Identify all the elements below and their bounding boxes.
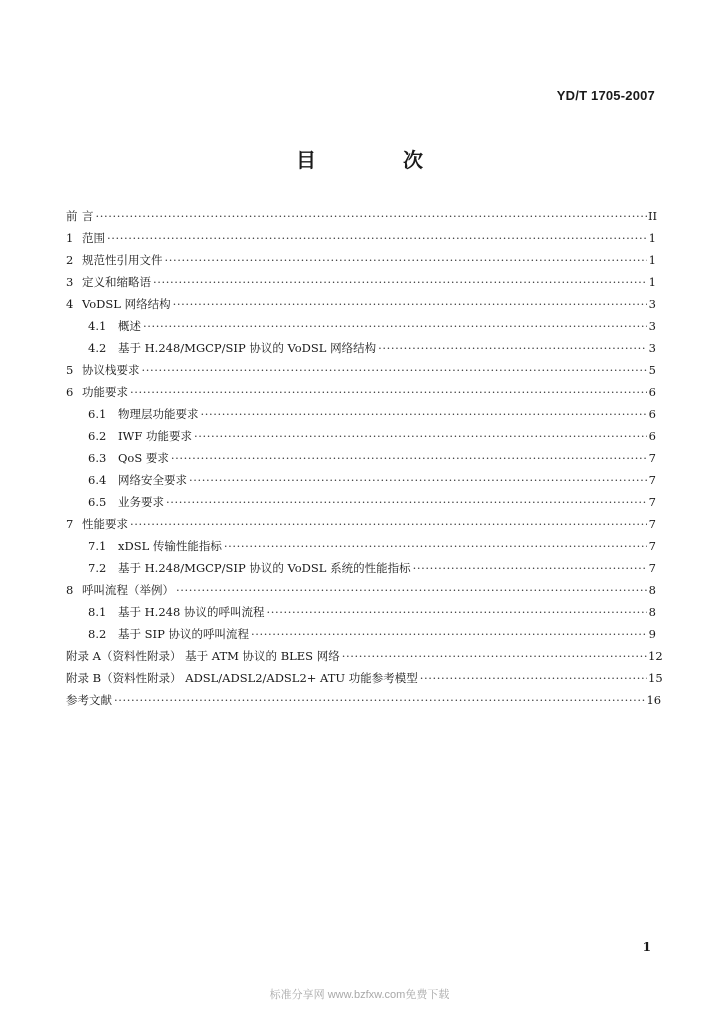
dot-leader [165, 249, 648, 271]
toc-entry-label: 基于 H.248/MGCP/SIP 协议的 VoDSL 网络结构 [118, 341, 377, 355]
dot-leader [166, 491, 647, 513]
dot-leader [413, 557, 647, 579]
toc-entry-label: 参考文献 [66, 693, 112, 707]
toc-entry-page: 7 [648, 561, 656, 575]
toc-entry[interactable] [66, 623, 656, 645]
toc-entry-label: 呼叫流程（举例） [82, 583, 174, 597]
dot-leader [153, 271, 647, 293]
toc-entry-number: 2 [66, 253, 74, 267]
toc-entry-number: 8.1 [88, 605, 107, 619]
table-of-contents [66, 205, 663, 711]
toc-entry-page: 7 [648, 473, 656, 487]
watermark: 标准分享网 www.bzfxw.com免费下载 [269, 989, 450, 1001]
toc-entry-number: 前 [66, 209, 78, 223]
dot-leader [189, 469, 647, 491]
toc-entry[interactable] [66, 469, 656, 491]
dot-leader [143, 315, 647, 337]
toc-entry-page: 7 [648, 539, 656, 553]
dot-leader [201, 403, 648, 425]
toc-entry-number: 4.1 [88, 319, 107, 333]
toc-entry-number: 6.2 [88, 429, 107, 443]
toc-entry-label: 定义和缩略语 [82, 275, 151, 289]
toc-entry-label: 物理层功能要求 [118, 407, 199, 421]
toc-entry-page: 6 [648, 429, 656, 443]
toc-entry[interactable] [66, 689, 662, 711]
toc-entry-page: 7 [648, 495, 656, 509]
dot-leader [96, 205, 648, 227]
toc-entry-page: 3 [648, 341, 656, 355]
toc-entry[interactable] [66, 205, 656, 227]
toc-entry-label: 言 [82, 209, 94, 223]
toc-entry-page: 16 [646, 693, 662, 707]
toc-entry[interactable] [66, 249, 656, 271]
toc-entry-number: 3 [66, 275, 74, 289]
toc-entry-page: 7 [648, 451, 656, 465]
toc-entry-number: 8 [66, 583, 74, 597]
toc-entry-number: 6.5 [88, 495, 107, 509]
toc-entry[interactable] [66, 293, 656, 315]
toc-entry-label: 功能要求 [82, 385, 128, 399]
toc-entry[interactable] [66, 557, 656, 579]
toc-entry[interactable] [66, 271, 656, 293]
toc-entry-label: 范围 [82, 231, 105, 245]
page-number: 1 [642, 940, 651, 954]
toc-entry-label: 协议栈要求 [82, 363, 140, 377]
toc-entry[interactable] [66, 535, 656, 557]
toc-entry-number: 6.1 [88, 407, 107, 421]
toc-entry-label: 性能要求 [82, 517, 128, 531]
dot-leader [107, 227, 647, 249]
toc-entry-label: 规范性引用文件 [82, 253, 163, 267]
toc-entry-label: 概述 [118, 319, 141, 333]
toc-entry-label: 业务要求 [118, 495, 164, 509]
dot-leader [176, 579, 647, 601]
dot-leader [130, 513, 647, 535]
toc-entry-page: 9 [648, 627, 656, 641]
toc-entry-page: 3 [648, 297, 656, 311]
toc-entry-label: 基于 H.248/MGCP/SIP 协议的 VoDSL 系统的性能指标 [118, 561, 411, 575]
toc-entry-number: 6.4 [88, 473, 107, 487]
dot-leader [342, 645, 647, 667]
toc-entry-page: 3 [648, 319, 656, 333]
toc-entry-number: 7.1 [88, 539, 107, 553]
dot-leader [142, 359, 648, 381]
dot-leader [266, 601, 647, 623]
toc-entry-number: 6 [66, 385, 74, 399]
toc-entry-page: 8 [648, 583, 656, 597]
toc-entry-page: 12 [648, 649, 663, 663]
toc-entry-page: 1 [648, 275, 656, 289]
dot-leader [378, 337, 647, 359]
toc-entry[interactable] [66, 359, 656, 381]
toc-entry[interactable] [66, 513, 656, 535]
toc-entry[interactable] [66, 227, 656, 249]
standard-number: YD/T 1705-2007 [556, 88, 655, 103]
dot-leader [194, 425, 647, 447]
toc-entry-label: 基于 SIP 协议的呼叫流程 [118, 627, 249, 641]
toc-entry-page: 6 [648, 407, 656, 421]
toc-entry-label: IWF 功能要求 [118, 429, 192, 443]
toc-entry-label: 附录 A（资料性附录） 基于 ATM 协议的 BLES 网络 [66, 649, 340, 663]
toc-entry-page: 7 [648, 517, 656, 531]
dot-leader [114, 689, 645, 711]
toc-entry-page: 6 [648, 385, 656, 399]
toc-entry[interactable] [66, 381, 656, 403]
toc-entry-number: 7.2 [88, 561, 107, 575]
toc-entry[interactable] [66, 337, 656, 359]
toc-entry-number: 1 [66, 231, 74, 245]
toc-entry-label: QoS 要求 [118, 451, 169, 465]
toc-entry[interactable] [66, 425, 656, 447]
toc-entry[interactable] [66, 667, 663, 689]
toc-entry[interactable] [66, 315, 656, 337]
toc-entry[interactable] [66, 447, 656, 469]
toc-entry[interactable] [66, 491, 656, 513]
toc-entry[interactable] [66, 579, 656, 601]
toc-entry-page: II [648, 209, 658, 223]
dot-leader [130, 381, 647, 403]
dot-leader [251, 623, 647, 645]
toc-entry-page: 15 [648, 671, 663, 685]
toc-entry-page: 1 [648, 253, 656, 267]
toc-entry-label: 附录 B（资料性附录） ADSL/ADSL2/ADSL2+ ATU 功能参考模型 [66, 671, 418, 685]
toc-entry[interactable] [66, 645, 663, 667]
toc-entry-label: VoDSL 网络结构 [82, 297, 171, 311]
page-title: 目 次 [296, 148, 463, 172]
toc-entry-page: 1 [648, 231, 656, 245]
toc-entry-number: 7 [66, 517, 74, 531]
dot-leader [171, 447, 647, 469]
toc-entry-number: 8.2 [88, 627, 107, 641]
toc-entry-label: 网络安全要求 [118, 473, 187, 487]
toc-entry-page: 5 [648, 363, 656, 377]
toc-entry[interactable] [66, 601, 656, 623]
toc-entry-number: 5 [66, 363, 74, 377]
toc-entry-number: 4 [66, 297, 74, 311]
dot-leader [224, 535, 647, 557]
toc-entry[interactable] [66, 403, 656, 425]
dot-leader [420, 667, 647, 689]
toc-entry-label: xDSL 传输性能指标 [118, 539, 222, 553]
toc-entry-number: 6.3 [88, 451, 107, 465]
dot-leader [173, 293, 647, 315]
toc-entry-number: 4.2 [88, 341, 107, 355]
toc-entry-page: 8 [648, 605, 656, 619]
toc-entry-label: 基于 H.248 协议的呼叫流程 [118, 605, 265, 619]
